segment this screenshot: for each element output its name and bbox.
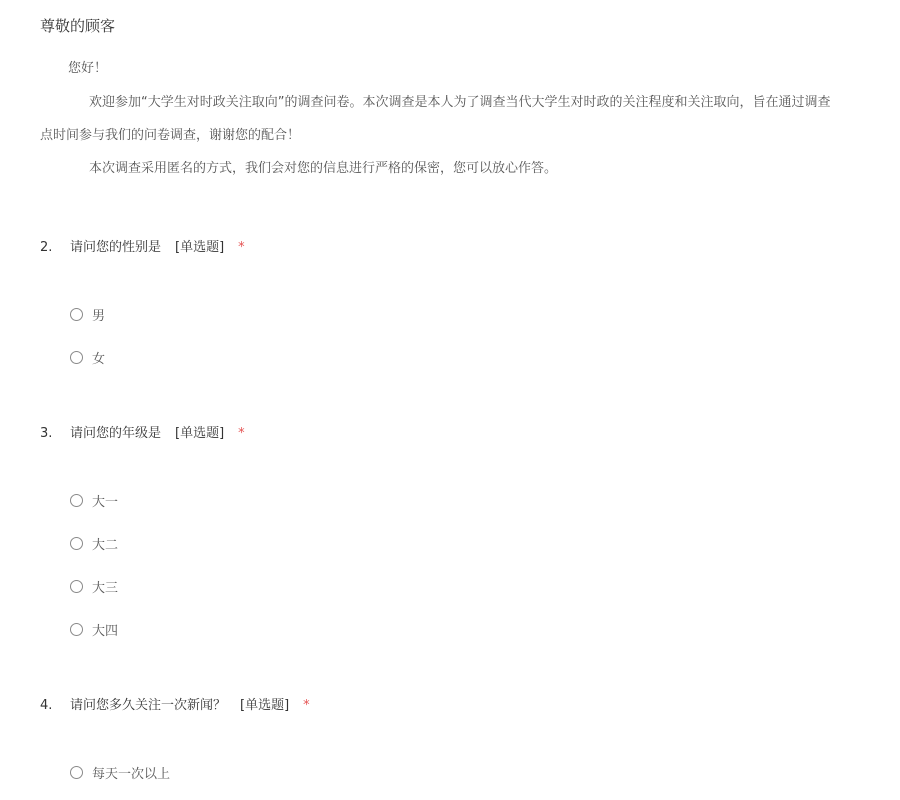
question-type: [单选题] bbox=[175, 426, 225, 441]
intro-paragraph-1-line-2: 点时间参与我们的问卷调查，谢谢您的配合！ bbox=[40, 128, 301, 143]
radio-option[interactable] bbox=[70, 533, 118, 553]
question-number: 2. bbox=[40, 240, 53, 255]
question-number: 3. bbox=[40, 426, 53, 441]
question-text: 请问您多久关注一次新闻？ bbox=[70, 698, 227, 713]
question-title bbox=[40, 236, 245, 255]
option-label: 每天一次以上 bbox=[92, 766, 171, 782]
radio-option[interactable] bbox=[70, 347, 105, 367]
radio-button[interactable] bbox=[70, 308, 83, 321]
radio-button[interactable] bbox=[70, 580, 83, 593]
required-marker: * bbox=[303, 698, 310, 713]
option-label: 大四 bbox=[92, 623, 119, 639]
question-type: [单选题] bbox=[175, 240, 225, 255]
question-type: [单选题] bbox=[240, 698, 290, 713]
radio-option[interactable] bbox=[70, 762, 170, 782]
option-label: 大一 bbox=[92, 494, 119, 510]
intro-greeting: 您好！ bbox=[68, 61, 108, 76]
question-title bbox=[40, 422, 245, 441]
radio-button[interactable] bbox=[70, 537, 83, 550]
radio-option[interactable] bbox=[70, 490, 118, 510]
radio-option[interactable] bbox=[70, 304, 105, 324]
option-label: 女 bbox=[92, 351, 106, 367]
intro-paragraph-2: 本次调查采用匿名的方式，我们会对您的信息进行严格的保密，您可以放心作答。 bbox=[89, 161, 558, 176]
radio-option[interactable] bbox=[70, 619, 118, 639]
required-marker: * bbox=[238, 240, 245, 255]
intro-paragraph-1-line-1: 欢迎参加“大学生对时政关注取向”的调查问卷。本次调查是本人为了调查当代大学生对时政的关注程度和关注取向，旨在通过调查 bbox=[89, 95, 831, 110]
option-label: 男 bbox=[92, 308, 106, 324]
radio-button[interactable] bbox=[70, 494, 83, 507]
radio-button[interactable] bbox=[70, 766, 83, 779]
question-text: 请问您的年级是 bbox=[70, 426, 162, 441]
required-marker: * bbox=[238, 426, 245, 441]
question-title bbox=[40, 694, 310, 713]
question-number: 4. bbox=[40, 698, 53, 713]
radio-button[interactable] bbox=[70, 351, 83, 364]
page-title: 尊敬的顾客 bbox=[40, 17, 116, 35]
question-text: 请问您的性别是 bbox=[70, 240, 162, 255]
option-label: 大二 bbox=[92, 537, 119, 553]
radio-button[interactable] bbox=[70, 623, 83, 636]
option-label: 大三 bbox=[92, 580, 119, 596]
radio-option[interactable] bbox=[70, 576, 118, 596]
